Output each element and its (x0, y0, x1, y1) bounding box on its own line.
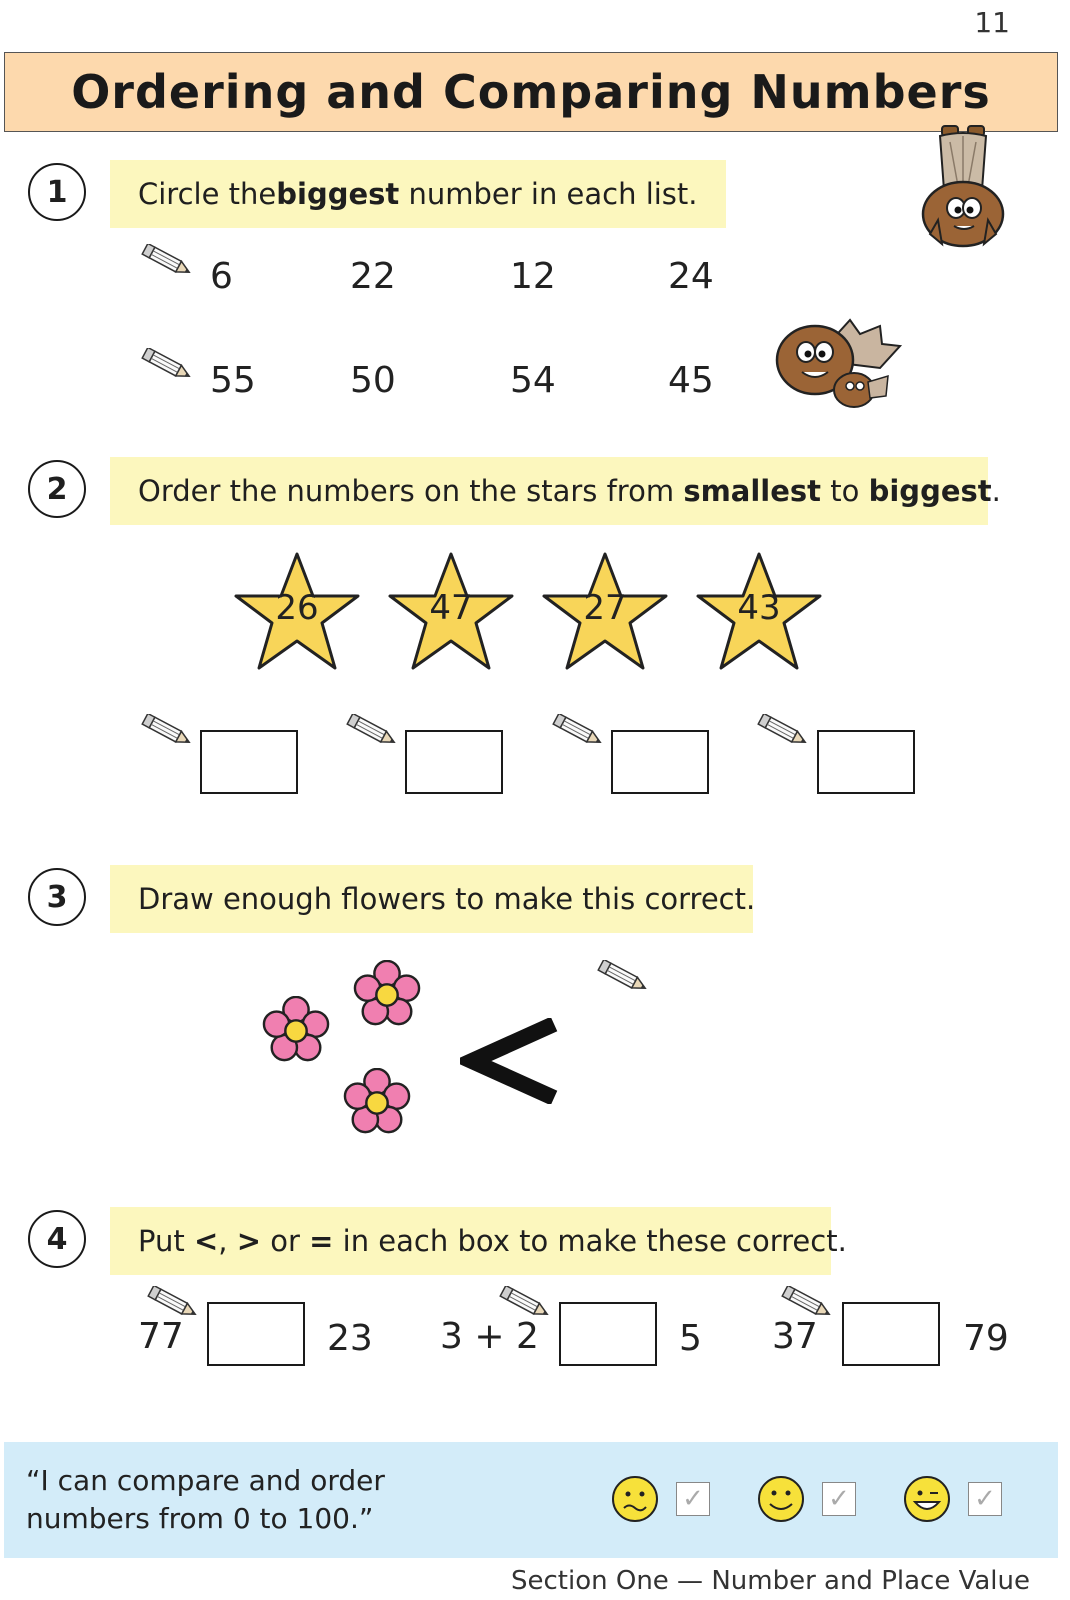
title-bar (4, 52, 1058, 132)
flying-bats-icon (770, 312, 905, 412)
q1-row1-number[interactable]: 24 (668, 256, 714, 297)
hanging-bat-icon (920, 122, 1010, 257)
flower-icon (343, 1068, 411, 1136)
checkbox-confident[interactable]: ✓ (968, 1482, 1002, 1516)
instruction-text: in each box to make these correct. (333, 1224, 847, 1258)
question-number-4: 4 (28, 1210, 86, 1268)
instruction-bold: < (193, 1224, 219, 1258)
q1-row2-number[interactable]: 50 (350, 360, 396, 401)
checkbox-ok[interactable]: ✓ (822, 1482, 856, 1516)
comparison-box[interactable] (842, 1302, 940, 1366)
section-label: Section One — Number and Place Value (510, 1566, 1030, 1596)
answer-box[interactable] (200, 730, 298, 794)
winking-face-icon (902, 1474, 952, 1524)
flower-icon (262, 996, 330, 1064)
instruction-text: Circle the (138, 177, 277, 211)
q1-row2-number[interactable]: 54 (510, 360, 556, 401)
page-title: Ordering and Comparing Numbers (71, 65, 991, 119)
comparison-left: 77 (138, 1316, 184, 1357)
answer-box[interactable] (611, 730, 709, 794)
q1-row2-number[interactable]: 55 (210, 360, 256, 401)
instruction-q2 (110, 457, 1001, 525)
star-number: 26 (275, 588, 319, 628)
comparison-right: 79 (963, 1318, 1009, 1359)
instruction-text: . (991, 474, 1001, 508)
instruction-bold: biggest (868, 474, 992, 508)
pencil-icon (144, 1286, 204, 1320)
pencil-icon (496, 1286, 556, 1320)
comparison-left: 3 + 2 (440, 1316, 539, 1357)
answer-box[interactable] (817, 730, 915, 794)
less-than-symbol (460, 1018, 560, 1104)
flower-icon (353, 960, 421, 1028)
answer-box[interactable] (405, 730, 503, 794)
comparison-right: 23 (327, 1318, 373, 1359)
instruction-text: to (821, 474, 869, 508)
pencil-icon (138, 348, 198, 382)
q1-row1-number[interactable]: 22 (350, 256, 396, 297)
pencil-icon (138, 714, 198, 748)
instruction-text: Put (138, 1224, 194, 1258)
q1-row1-number[interactable]: 12 (510, 256, 556, 297)
comparison-right: 5 (679, 1318, 702, 1359)
star-number: 47 (429, 588, 473, 628)
comparison-left: 37 (772, 1316, 818, 1357)
instruction-bold: = (309, 1224, 334, 1258)
unsure-face-icon (610, 1474, 660, 1524)
instruction-q1 (110, 160, 726, 228)
statement-line: “I can compare and order (26, 1464, 385, 1497)
page-number: 11 (974, 6, 1010, 39)
star-number: 27 (583, 588, 627, 628)
pencil-icon (778, 1286, 838, 1320)
instruction-bold: smallest (683, 474, 822, 508)
question-number-1: 1 (28, 163, 86, 221)
instruction-text: or (261, 1224, 310, 1258)
checkbox-unsure[interactable]: ✓ (676, 1482, 710, 1516)
instruction-q3: Draw enough flowers to make this correct. (110, 865, 753, 933)
q1-row2-number[interactable]: 45 (668, 360, 714, 401)
pencil-icon (594, 960, 654, 994)
instruction-q4 (110, 1207, 847, 1275)
instruction-text: number in each list. (399, 177, 698, 211)
question-number-2: 2 (28, 460, 86, 518)
pencil-icon (343, 714, 403, 748)
pencil-icon (754, 714, 814, 748)
instruction-bold: biggest (276, 177, 400, 211)
pencil-icon (138, 244, 198, 278)
pencil-icon (549, 714, 609, 748)
comparison-box[interactable] (207, 1302, 305, 1366)
smiling-face-icon (756, 1474, 806, 1524)
comparison-box[interactable] (559, 1302, 657, 1366)
instruction-text: Order the numbers on the stars from (138, 474, 684, 508)
instruction-text: , (218, 1224, 237, 1258)
drawing-area[interactable] (590, 990, 790, 1150)
star-number: 43 (737, 588, 781, 628)
question-number-3: 3 (28, 868, 86, 926)
statement-line: numbers from 0 to 100.” (26, 1502, 374, 1535)
instruction-bold: > (236, 1224, 262, 1258)
q1-row1-number[interactable]: 6 (210, 256, 233, 297)
self-assessment-statement (26, 1462, 385, 1538)
